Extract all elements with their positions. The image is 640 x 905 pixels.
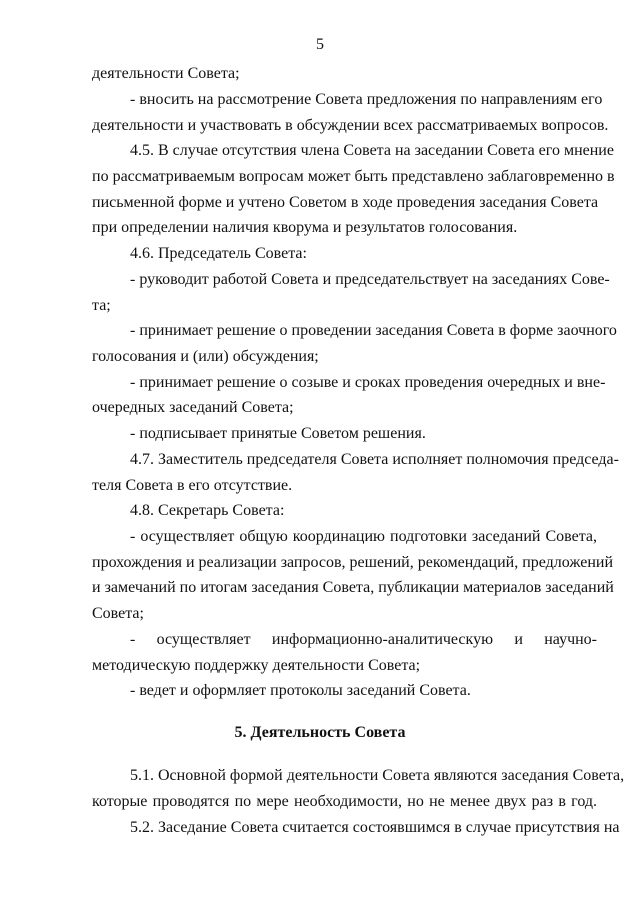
text-line: 4.7. Заместитель председателя Совета исполняет полномочия председа- [130, 451, 619, 468]
text-line: по рассматриваемым вопросам может быть представлено заблаговременно в [92, 168, 615, 185]
text-line: Совета; [92, 605, 144, 622]
text-line: голосования и (или) обсуждения; [92, 348, 319, 365]
text-line: теля Совета в его отсутствие. [92, 477, 293, 494]
text-line: 4.8. Секретарь Совета: [130, 502, 285, 519]
text-line: и замечаний по итогам заседания Совета, публикации материалов заседаний [92, 579, 614, 596]
text-line: которые проводятся по мере необходимости, но не менее двух раз в год. [92, 793, 597, 810]
text-line: 4.5. В случае отсутствия члена Совета на заседании Совета его мнение [130, 142, 614, 159]
text-line: прохождения и реализации запросов, решений, рекомендаций, предложений [92, 554, 614, 571]
text-line: - осуществляет информационно-аналитическую и научно- [130, 631, 597, 648]
section-heading: 5. Деятельность Совета [234, 724, 406, 741]
text-line: - ведет и оформляет протоколы заседаний Совета. [130, 682, 471, 699]
text-line: при определении наличия кворума и результатов голосования. [92, 219, 518, 236]
text-line: - принимает решение о проведении заседания Совета в форме заочного [130, 322, 617, 339]
text-line: та; [92, 297, 111, 314]
page-number: 5 [316, 36, 324, 53]
text-line: 5.1. Основной формой деятельности Совета являются заседания Совета, [130, 767, 625, 784]
text-line: - вносить на рассмотрение Совета предложения по направлениям его [130, 91, 603, 108]
text-line: деятельности Совета; [92, 65, 240, 82]
text-line: письменной форме и учтено Советом в ходе проведения заседания Совета [92, 194, 599, 211]
text-line: 4.6. Председатель Совета: [130, 245, 307, 262]
text-line: - подписывает принятые Советом решения. [130, 425, 426, 442]
text-line: методическую поддержку деятельности Совета; [92, 657, 421, 674]
text-line: деятельности и участвовать в обсуждении всех рассматриваемых вопросов. [92, 117, 609, 134]
text-line: 5.2. Заседание Совета считается состоявшимся в случае присутствия на [130, 819, 620, 836]
text-line: - принимает решение о созыве и сроках проведения очередных и вне- [130, 374, 606, 391]
text-line: очередных заседаний Совета; [92, 399, 294, 416]
text-line: - руководит работой Совета и председательствует на заседаниях Сове- [130, 271, 610, 288]
text-line: - осуществляет общую координацию подготовки заседаний Совета, [130, 528, 597, 545]
